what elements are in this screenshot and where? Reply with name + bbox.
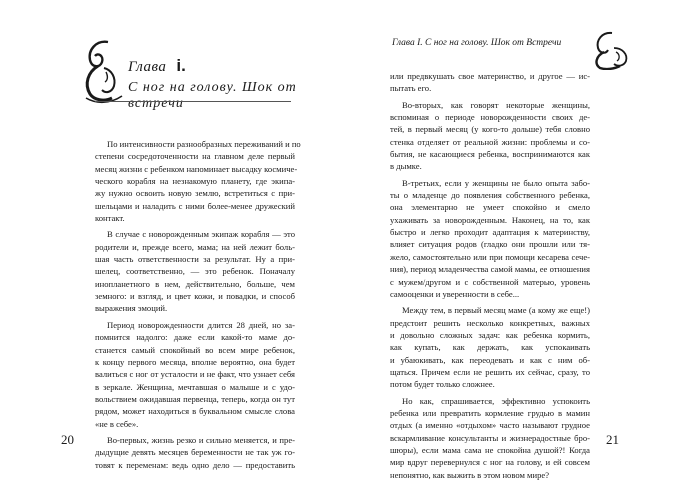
text-line: жело, самостоятельно или при помощи кесарева сече- <box>390 251 590 262</box>
text-line: вскармливание консультанты и жизнерадостные бро- <box>390 432 590 443</box>
text-line: потом будет только сложнее. <box>390 379 495 390</box>
paragraph <box>390 177 590 300</box>
text-line: Но как, спрашивается, эффективно успокоить <box>402 395 590 406</box>
text-line: влияет ситуация родов (гладко они прошли или тя- <box>390 239 590 250</box>
text-line: шая часть ответственности за результат. Ну а при- <box>95 254 295 265</box>
page-number: 20 <box>61 432 74 447</box>
text-line: контакт. <box>95 213 125 224</box>
running-head: Глава I. С ног на голову. Шок от Встречи <box>392 38 562 48</box>
text-line: товят к переменам: ведь одно дело — предоставить <box>95 459 295 470</box>
chapter-label: Глава <box>128 59 167 75</box>
text-line: земного: и взгляд, и цвет кожи, и повадки, и способ <box>95 291 295 302</box>
text-line: инопланетного в нем, действительно, больше, чем <box>95 278 295 289</box>
text-line: как купать, как держать, как успокаивать <box>390 342 590 353</box>
mother-child-emblem-icon <box>78 38 126 104</box>
text-line: в зеркале. Женщина, мечтавшая о малыше и с удо- <box>95 381 295 392</box>
paragraph <box>95 319 295 430</box>
text-line: вольствием ожидавшая первенца, теперь, когда он тут <box>95 393 295 404</box>
chapter-number: i. <box>176 56 186 75</box>
mother-child-emblem-icon <box>590 30 634 70</box>
text-line: жу нужно освоить новую землю, встретиться с при- <box>95 188 295 199</box>
text-line: В случае с новорожденным экипаж корабля — это <box>107 229 295 240</box>
right-page <box>350 0 700 494</box>
paragraph <box>390 304 590 390</box>
text-line: Между тем, в первый месяц маме (а кому же еще!) <box>402 305 590 316</box>
text-line: мир вдруг перевернулся с ног на голову, и ей совсем <box>390 457 590 468</box>
text-line: «не в себе». <box>95 418 139 429</box>
text-line: ухаживать за новорожденным. Наконец, на то, как <box>390 214 590 225</box>
text-line: предстоит решить несколько конкретных, важных <box>390 317 590 328</box>
text-line: шюры), если мама сама не спокойна душой?! Когда <box>390 444 590 455</box>
paragraph <box>95 434 295 471</box>
text-line: бытия, не касающиеся ребенка, воспринимаются как <box>390 149 590 160</box>
text-line: Период новорожденности длится 28 дней, но за- <box>107 319 295 330</box>
right-body-text <box>390 70 590 481</box>
text-line: Во-вторых, как говорят некоторые женщины, <box>402 99 590 110</box>
text-line: валиться с ног от усталости и не факт, что узнает себя <box>95 369 295 380</box>
text-line: месяц жизни с ребенком напоминает высадку космиче- <box>95 163 298 174</box>
page-number: 21 <box>606 432 619 447</box>
left-body-text <box>95 138 301 471</box>
text-line: или предвкушать свое материнство, и другое — ис- <box>390 71 590 81</box>
text-line: и довольно сложных задач: как ребенка кормить, <box>390 329 590 340</box>
text-line: станется самый спокойный во всем мире ребенок, <box>95 344 295 355</box>
text-line: ния), период младенчества самой мамы, ее отношения <box>390 264 590 275</box>
chapter-title: С ног на голову. Шок от встречи <box>128 80 297 111</box>
text-line: шельцами и наладить с ними более-менее дружеский <box>95 200 295 211</box>
text-line: ребенка или превратить кормление грудью в мамин <box>390 407 590 418</box>
text-line: Во-первых, жизнь резко и сильно меняется, и пре- <box>107 434 295 445</box>
text-line: и убаюкивать, как переодевать и как с ним об- <box>390 354 590 365</box>
paragraph <box>95 138 301 224</box>
text-line: вспоминая о периоде новорожденности своих де- <box>390 112 590 123</box>
text-line: шелец, соответственно, — это ребенок. Поначалу <box>95 266 295 277</box>
text-line: тей, в первый месяц (у кого-то дольше) тебя словно <box>390 124 590 135</box>
text-line: По интенсивности разнообразных переживаний и по <box>107 139 301 149</box>
paragraph <box>390 395 590 481</box>
text-line: помнится надолго: даже если какой-то маме до- <box>95 332 295 343</box>
paragraph <box>390 70 590 95</box>
text-line: она элементарно не умеет спокойно и смело <box>390 202 590 213</box>
text-line: стенка отделяет от реальной жизни: проблемы и со- <box>390 136 590 147</box>
text-line: быстро и легко проходит адаптация к материнству, <box>390 227 590 238</box>
heading-rule <box>95 101 291 102</box>
text-line: степени сосредоточенности на главном деле первый <box>95 151 295 162</box>
paragraph <box>390 99 590 173</box>
text-line: в дымке. <box>390 161 422 172</box>
paragraph <box>95 228 295 314</box>
text-line: самооценки и уверенности в себе... <box>390 288 520 299</box>
text-line: дыдущие девять месяцев беременности не так уж го- <box>95 447 295 458</box>
text-line: родители и, прежде всего, мама; на ней лежит боль- <box>95 241 295 252</box>
text-line: щаться. Причем если не решить их сейчас, сразу, то <box>390 366 590 377</box>
text-line: ты о младенце до появления собственного ребенка, <box>390 190 590 201</box>
text-line: рядом, может находиться в буквальном смысле слова <box>95 406 295 417</box>
text-line: пытать его. <box>390 83 432 94</box>
text-line: к концу первого месяца, вполне вероятно, она будет <box>95 356 295 367</box>
text-line: отдых (а именно «отдыхом» часто называют грудное <box>390 420 590 431</box>
text-line: выражения эмоций. <box>95 303 168 314</box>
text-line: ческого корабля на незнакомую планету, где экипа- <box>95 176 295 187</box>
text-line: В-третьих, если у женщины не было опыта забо- <box>402 177 590 188</box>
text-line: непонятно, как выжить в этом новом мире? <box>390 469 550 480</box>
text-line: с мужем/другом и с собственной матерью, уровень <box>390 276 590 287</box>
chapter-heading <box>128 56 186 76</box>
